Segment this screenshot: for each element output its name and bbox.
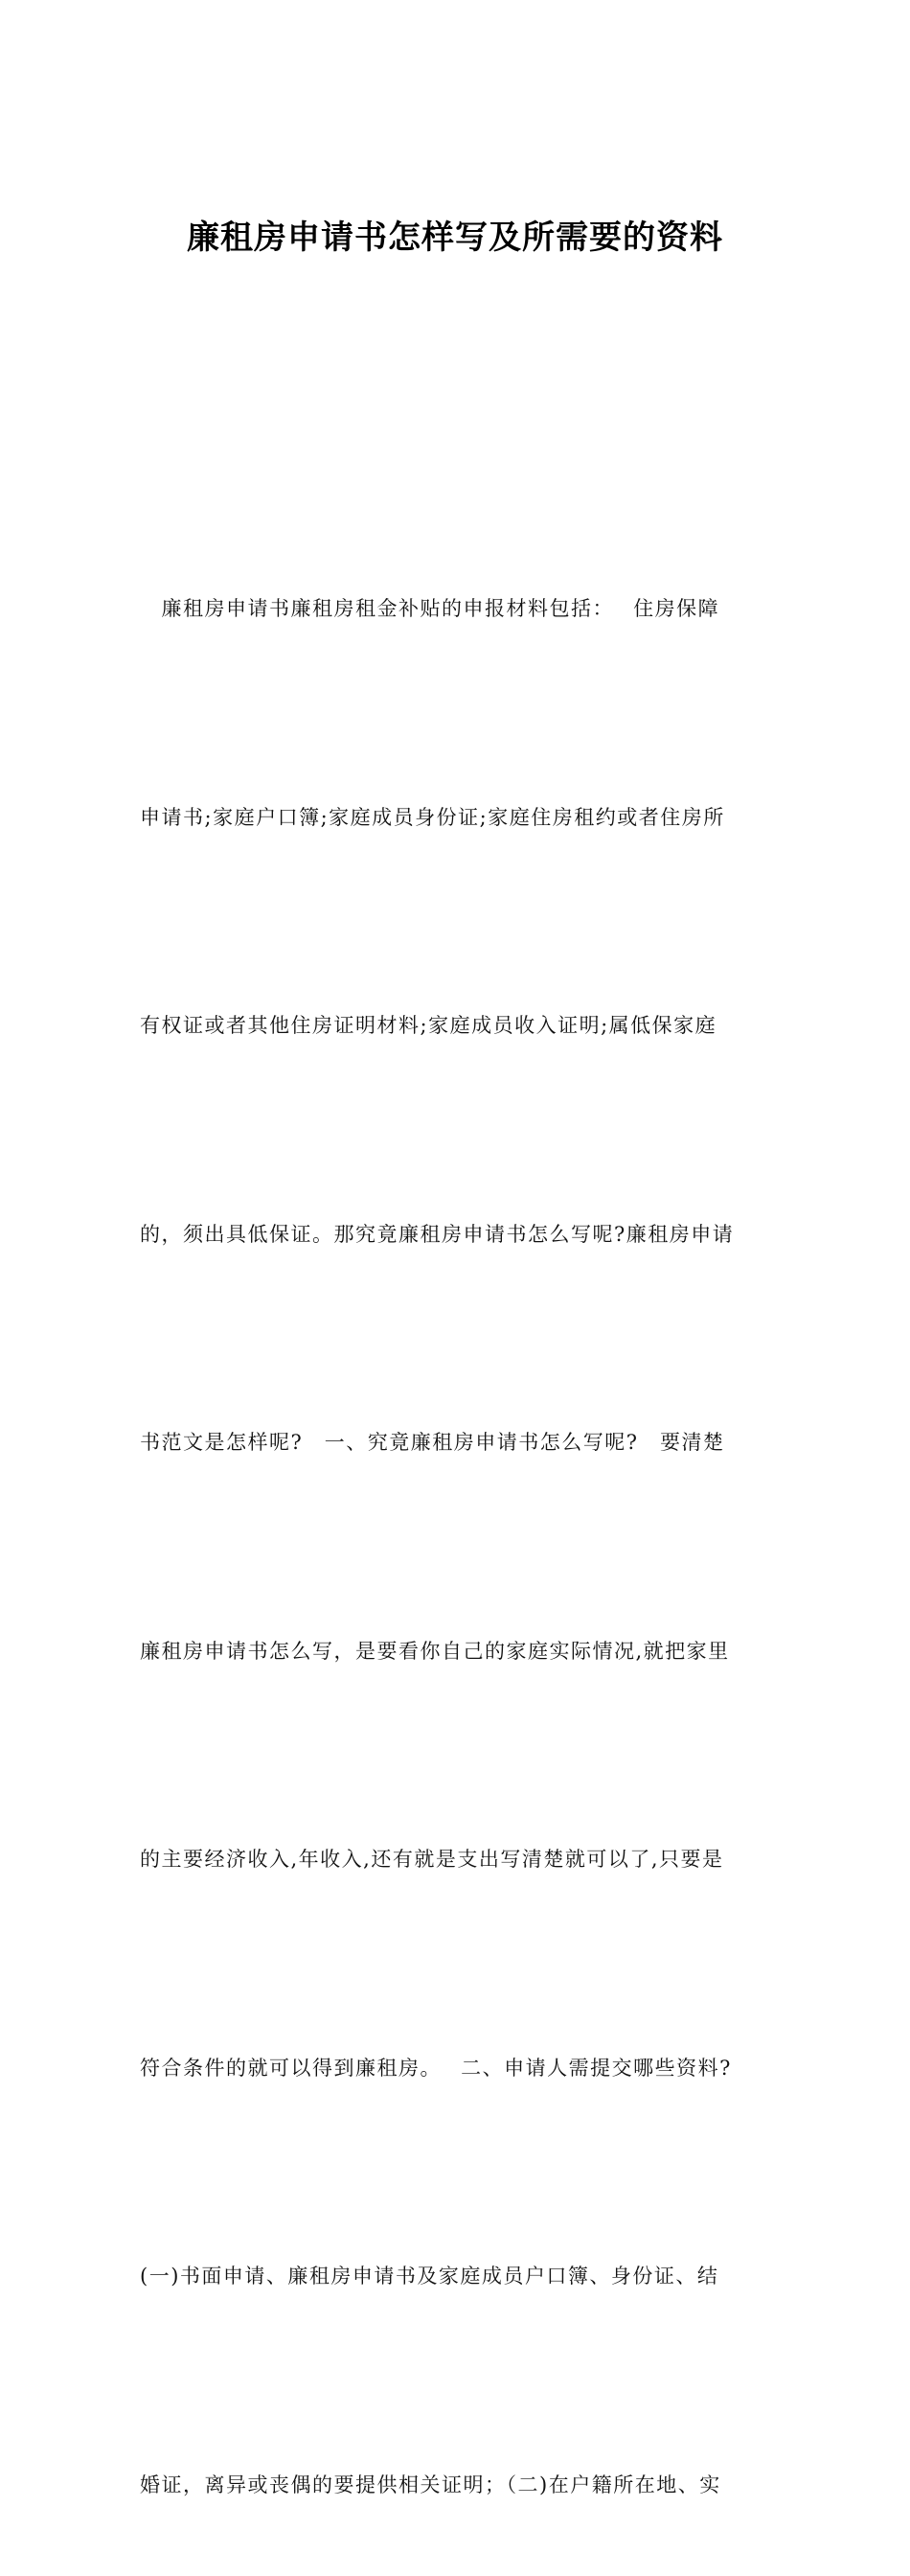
body-line: 廉租房申请书廉租房租金补贴的申报材料包括： 住房保障 xyxy=(140,597,720,620)
body-line: 符合条件的就可以得到廉租房。 二、申请人需提交哪些资料? xyxy=(140,2056,732,2080)
body-line: 有权证或者其他住房证明材料;家庭成员收入证明;属低保家庭 xyxy=(140,1014,717,1037)
body-line: (一)书面申请、廉租房申请书及家庭成员户口簿、身份证、结 xyxy=(140,2265,719,2288)
document-body xyxy=(140,435,772,2576)
body-line: 的，须出具低保证。那究竟廉租房申请书怎么写呢?廉租房申请 xyxy=(140,1222,735,1246)
body-line: 申请书;家庭户口簿;家庭成员身份证;家庭住房租约或者住房所 xyxy=(140,805,725,829)
body-line: 廉租房申请书怎么写，是要看你自己的家庭实际情况,就把家里 xyxy=(140,1639,730,1663)
body-line: 书范文是怎样呢? 一、究竟廉租房申请书怎么写呢? 要清楚 xyxy=(140,1431,725,1454)
body-line: 婚证，离异或丧偶的要提供相关证明；（二)在户籍所在地、实 xyxy=(140,2472,721,2496)
body-line: 的主要经济收入,年收入,还有就是支出写清楚就可以了,只要是 xyxy=(140,1848,724,1871)
document-title: 廉租房申请书怎样写及所需要的资料 xyxy=(187,218,723,257)
